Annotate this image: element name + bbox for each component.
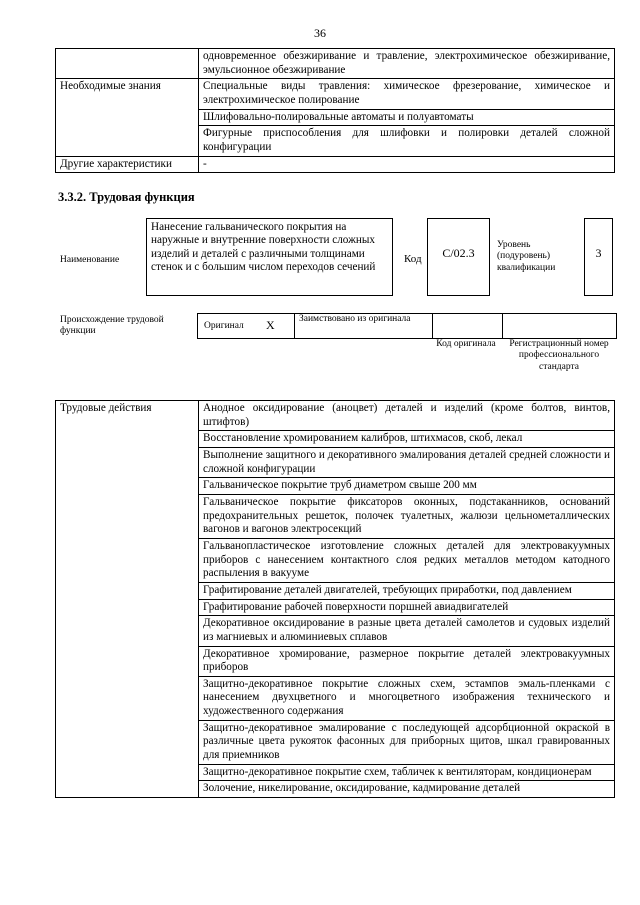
labor-actions-table — [55, 400, 615, 798]
labor-action-item: Декоративное хромирование, размерное покрытие деталей электровакуумных приборов — [199, 646, 615, 676]
origin-label: Происхождение трудовой функции — [60, 315, 164, 337]
labor-action-item: Графитирование рабочей поверхности поршней авиадвигателей — [199, 599, 615, 616]
code-label: Код — [404, 253, 422, 265]
original-mark: X — [266, 318, 275, 332]
code-caption: Код оригинала — [436, 339, 496, 349]
function-code-box: C/02.3 — [427, 218, 490, 296]
row-text: Шлифовально-полировальные автоматы и полуавтоматы — [199, 109, 615, 126]
original-code-cell — [432, 314, 503, 338]
original-label: Оригинал — [204, 321, 244, 331]
labor-action-item: Золочение, никелирование, оксидирование, кадмирование деталей — [199, 781, 615, 798]
table-row — [56, 79, 615, 109]
labor-action-item: Защитно-декоративное покрытие схем, табличек к вентиляторам, кондиционерам — [199, 764, 615, 781]
row-text: - — [199, 156, 615, 173]
row-label: Необходимые знания — [56, 79, 199, 156]
labor-actions-label: Трудовые действия — [56, 401, 199, 798]
knowledge-table — [55, 48, 615, 173]
row-text: одновременное обезжиривание и травление, электрохимическое обезжиривание, эмульсионное обезжиривание — [199, 49, 615, 79]
reg-caption: Регистрационный номер профессионального стандарта — [509, 339, 609, 372]
labor-action-item: Выполнение защитного и декоративного эмалирования деталей средней сложности и сложной конфигурации — [199, 447, 615, 477]
page-number: 36 — [314, 26, 326, 40]
origin-row — [197, 313, 617, 339]
table-row — [56, 49, 615, 79]
table-row — [56, 401, 615, 431]
row-text: Специальные виды травления: химическое фрезерование, химическое и электрохимическое полирование — [199, 79, 615, 109]
borrowed-cell — [294, 314, 430, 338]
level-label: Уровень (подуровень) квалификации — [497, 240, 556, 273]
row-text: Фигурные приспособления для шлифовки и полировки деталей сложной конфигурации — [199, 126, 615, 156]
labor-action-item: Защитно-декоративное эмалирование с последующей адсорбционной окраской в различные цвета рукояток фасонных для приборных щитов, шкал гравированных для приемников — [199, 720, 615, 764]
borrowed-label: Заимствовано из оригинала — [299, 314, 411, 324]
labor-action-item: Защитно-декоративное покрытие сложных схем, эстампов эмаль-пленками с нанесением двухцветного и многоцветного изображения технического и художественного содержания — [199, 676, 615, 720]
function-name-box: Нанесение гальванического покрытия на наружные и внутренние поверхности сложных изделий и деталей с различными толщинами стенок и с большим числом переходов сечений — [146, 218, 393, 296]
reg-number-cell — [502, 314, 617, 338]
labor-action-item: Гальваническое покрытие фиксаторов оконных, подстаканников, оснований предохранительных решеток, полочек туалетных, жалюзи цельнометаллических вагонов и вагонов электросекций — [199, 494, 615, 538]
row-label — [56, 49, 199, 79]
labor-action-item: Декоративное оксидирование в разные цвета деталей самолетов и судовых изделий из магниевых и алюминиевых сплавов — [199, 616, 615, 646]
labor-action-item: Анодное оксидирование (аноцвет) деталей и изделий (кроме болтов, винтов, штифтов) — [199, 401, 615, 431]
qualification-level-box: 3 — [584, 218, 613, 296]
labor-action-item: Восстановление хромированием калибров, штихмасов, скоб, лекал — [199, 431, 615, 448]
table-row — [56, 156, 615, 173]
name-label: Наименование — [60, 255, 120, 265]
labor-action-item: Гальванопластическое изготовление сложных деталей для электровакуумных приборов с нанесением контактного слоя редких металлов методом катодного распыления в вакууме — [199, 538, 615, 582]
row-label: Другие характеристики — [56, 156, 199, 173]
section-heading: 3.3.2. Трудовая функция — [58, 190, 195, 204]
labor-action-item: Гальваническое покрытие труб диаметром свыше 200 мм — [199, 478, 615, 495]
labor-action-item: Графитирование деталей двигателей, требующих приработки, под давлением — [199, 582, 615, 599]
